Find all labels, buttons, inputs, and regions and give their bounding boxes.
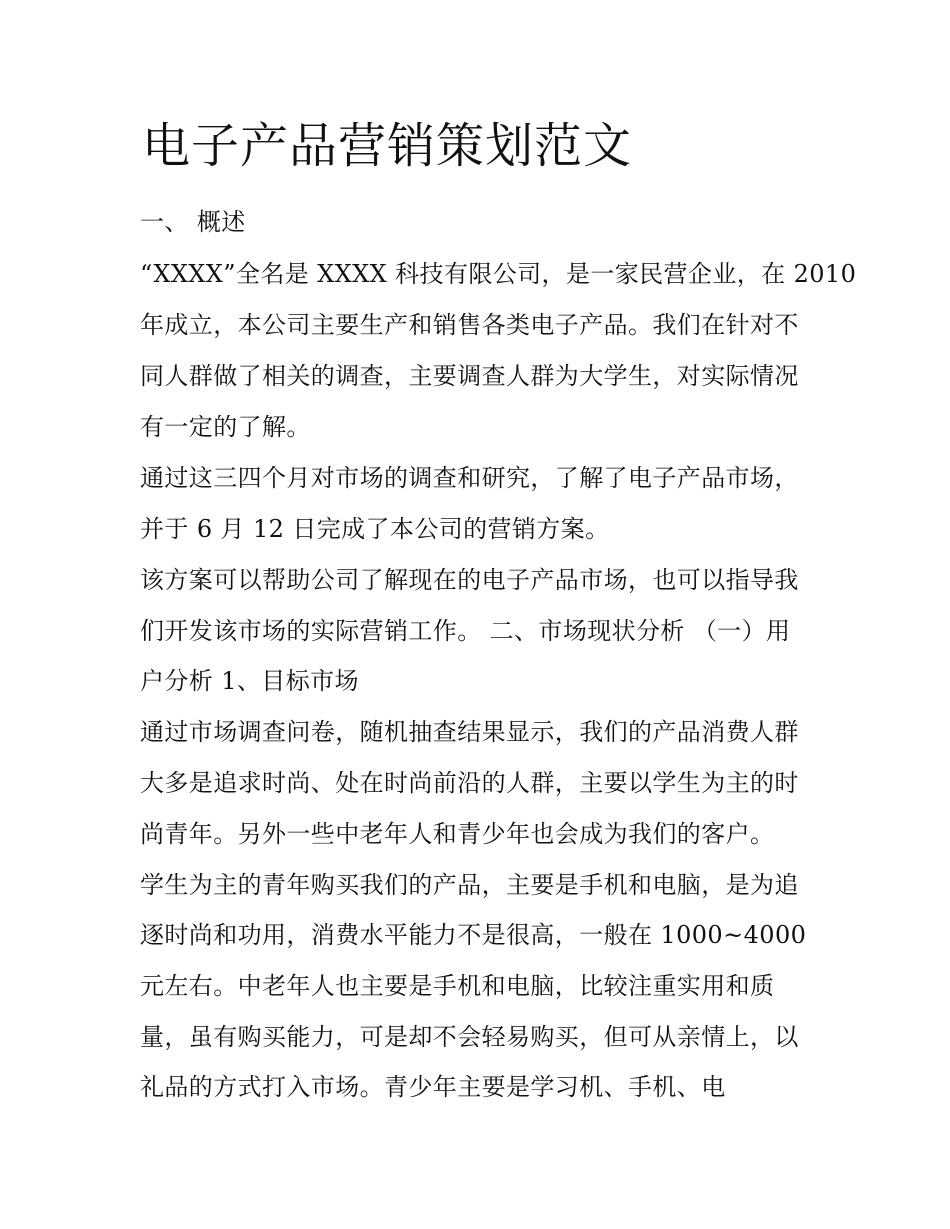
text-line: 年成立，本公司主要生产和销售各类电子产品。我们在针对不	[140, 311, 799, 339]
text-line: 该方案可以帮助公司了解现在的电子产品市场，也可以指导我	[140, 566, 799, 594]
text-line: 尚青年。另外一些中老年人和青少年也会成为我们的客户。	[140, 820, 775, 848]
text-line: 通过这三四个月对市场的调查和研究，了解了电子产品市场，	[140, 464, 799, 492]
text-line: “XXXX”全名是 XXXX 科技有限公司，是一家民营企业，在 2010	[140, 260, 857, 288]
text-line: 们开发该市场的实际营销工作。 二、市场现状分析 （一）用	[140, 617, 791, 645]
text-line: 量，虽有购买能力，可是却不会轻易购买，但可从亲情上，以	[140, 1023, 799, 1051]
text-line: 学生为主的青年购买我们的产品，主要是手机和电脑，是为追	[140, 871, 799, 899]
text-line: 大多是追求时尚、处在时尚前沿的人群，主要以学生为主的时	[140, 769, 799, 797]
text-line: 户分析 1、目标市场	[140, 667, 359, 695]
text-line: 元左右。中老年人也主要是手机和电脑，比较注重实用和质	[140, 972, 775, 1000]
document-title: 电子产品营销策划范文	[142, 118, 633, 174]
text-line: 并于 6 月 12 日完成了本公司的营销方案。	[140, 515, 610, 543]
section-heading-overview: 一、 概述	[140, 208, 246, 236]
text-line: 逐时尚和功用，消费水平能力不是很高，一般在 1000~4000	[140, 921, 807, 949]
text-line: 有一定的了解。	[140, 413, 311, 441]
text-line: 礼品的方式打入市场。青少年主要是学习机、手机、电	[140, 1073, 726, 1101]
text-line: 同人群做了相关的调查，主要调查人群为大学生，对实际情况	[140, 362, 799, 390]
text-line: 通过市场调查问卷，随机抽查结果显示，我们的产品消费人群	[140, 718, 799, 746]
